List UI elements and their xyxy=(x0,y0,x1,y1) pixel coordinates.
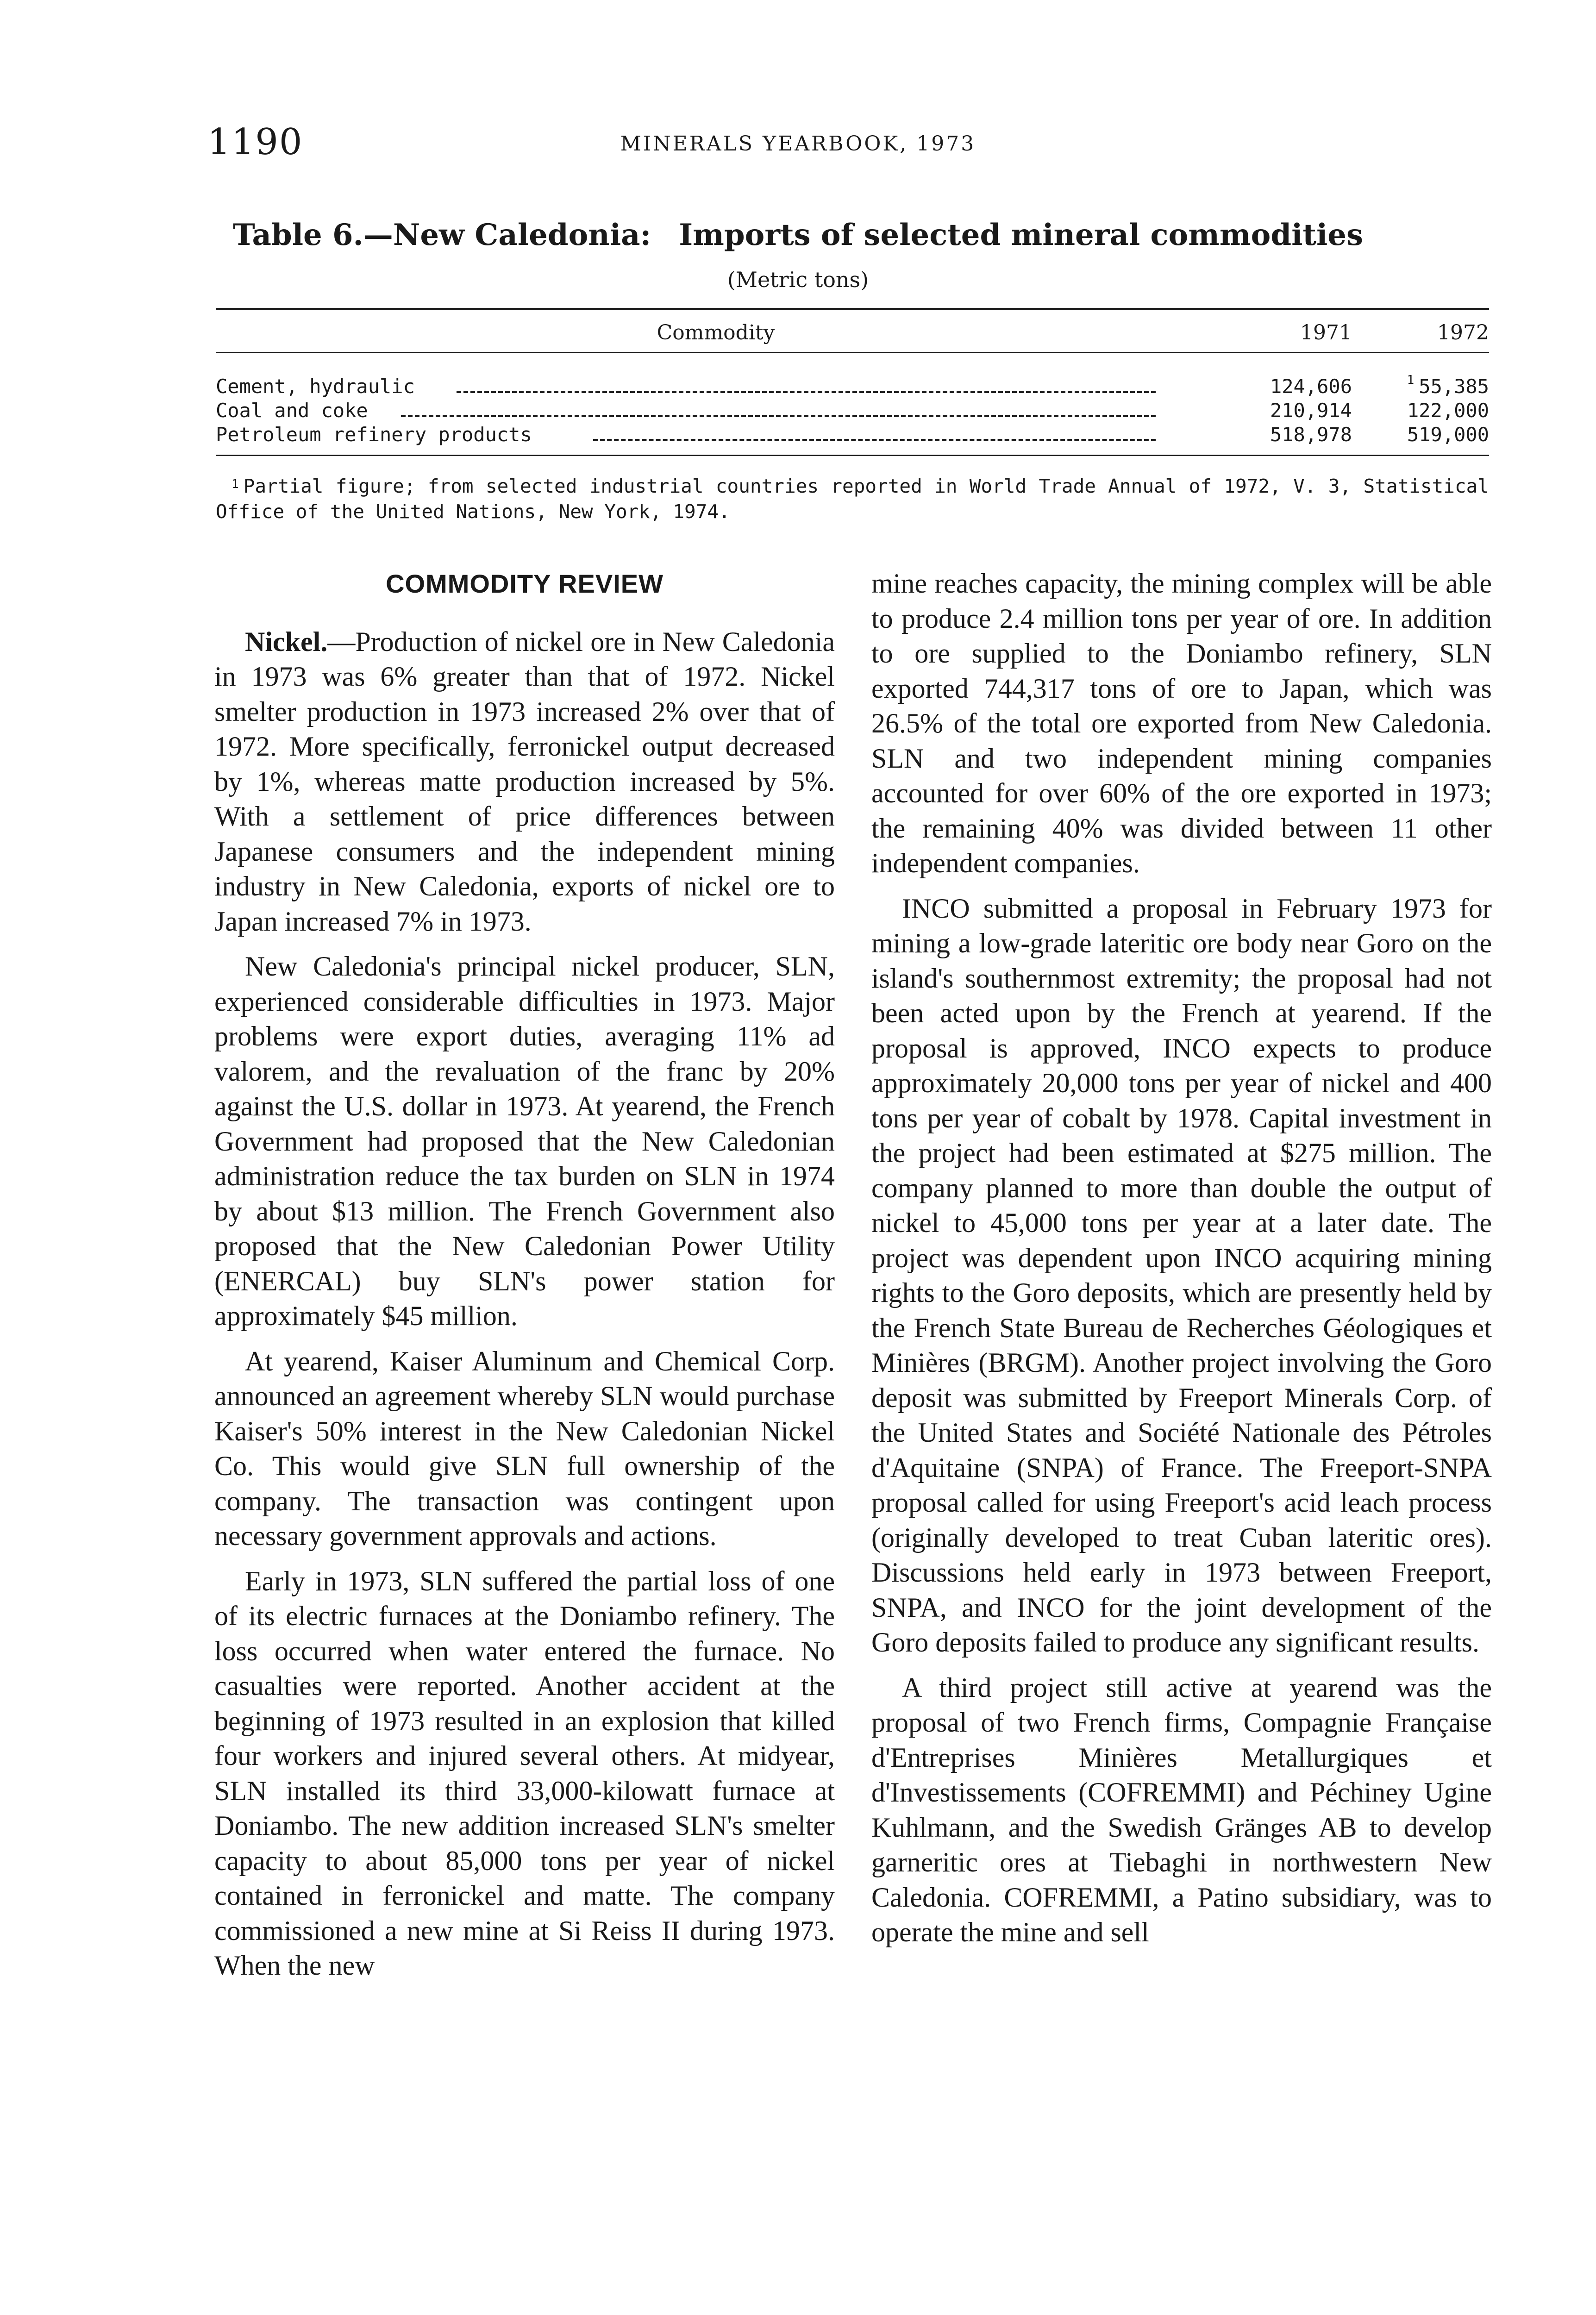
table-header-rule xyxy=(216,352,1489,353)
paragraph: At yearend, Kaiser Aluminum and Chemical Corp. announced an agreement whereby SLN would purchase Kaiser's 50% interest in the New Caledonian Nickel Co. This would give SLN full ownership of the company. The transaction was contingent upon necessary government approvals and actions. xyxy=(214,1345,835,1551)
commodity-name: Petroleum refinery products xyxy=(216,423,532,446)
table-title xyxy=(0,218,1596,252)
page-number: 1190 xyxy=(207,121,303,163)
value-1971: 210,914 xyxy=(1270,399,1352,422)
table-row xyxy=(216,423,1489,448)
footnote-marker: 1 xyxy=(1407,373,1414,387)
column-header-1972: 1972 xyxy=(1437,321,1489,344)
running-title: MINERALS YEARBOOK, 1973 xyxy=(620,132,976,156)
table-row xyxy=(216,399,1489,424)
value-1972: $^1$ 55,385 xyxy=(1407,373,1489,398)
paragraph: mine reaches capacity, the mining complex will be able to produce 2.4 million tons per year of ore. In addition to ore supplied to the Doniambo refinery, SLN exported 744,317 tons of ore to Japan, which was 26.5% of the total ore exported from New Caledonia. SLN and two independent mining companies accounted for over 60% of the ore exported in 1973; the remaining 40% was divided between 11 other independent companies. xyxy=(871,568,1492,878)
paragraph: A third project still active at yearend was the proposal of two French firms, Compagnie Française d'Entreprises Minières Metallurgiques et d'Investissements (COFREMMI) and Péchiney Ugine Kuhlmann, and the Swedish Gränges AB to develop garneritic ores at Tiebaghi in northwestern New Caledonia. COFREMMI, a Patino subsidiary, was to operate the mine and sell xyxy=(871,1672,1492,1947)
table-footnote: $^1$ Partial figure; from selected industrial countries reported in World Trade Annual of 1972, V. 3, Statistical Office of the United Nations, New York, 1974. xyxy=(216,475,1489,523)
run-in-heading: Nickel. xyxy=(245,626,328,657)
dot-leader xyxy=(401,415,1156,417)
table-top-rule xyxy=(216,308,1489,310)
column-header-1971: 1971 xyxy=(1300,321,1352,344)
commodity-name: Cement, hydraulic xyxy=(216,375,415,398)
table-row xyxy=(216,375,1489,400)
column-header-commodity: Commodity xyxy=(657,321,775,344)
value-1972: 122,000 xyxy=(1407,399,1489,422)
paragraph: Nickel.—Production of nickel ore in New Caledonia in 1973 was 6% greater than that of 1972. Nickel smelter production in 1973 increased 2% over that of 1972. More specifically, ferronickel output decreased by 1%, whereas matte production increased by 5%. With a settlement of price differences between Japanese consumers and the independent mining industry in New Caledonia, exports of nickel ore to Japan increased 7% in 1973. xyxy=(214,626,835,937)
paragraph: New Caledonia's principal nickel producer, SLN, experienced considerable difficulties in 1973. Major problems were export duties, averaging 11% ad valorem, and the revaluation of the franc by 20% against the U.S. dollar in 1973. At yearend, the French Government had proposed that the New Caledonian administration reduce the tax burden on SLN in 1974 by about $13 million. The French Government also proposed that the New Caledonian Power Utility (ENERCAL) buy SLN's power station for approximately $45 million. xyxy=(214,951,835,1331)
table-title-caption: Imports of selected mineral commodities xyxy=(679,218,1364,252)
section-heading: COMMODITY REVIEW xyxy=(386,569,663,598)
dot-leader xyxy=(593,439,1156,441)
value-1971: 518,978 xyxy=(1270,423,1352,446)
paragraph: INCO submitted a proposal in February 1973 for mining a low-grade lateritic ore body near Goro on the island's southernmost extremity; the proposal had not been acted upon by the French at yearend. If the proposal is approved, INCO expects to produce approximately 20,000 tons per year of nickel and 400 tons per year of cobalt by 1978. Capital investment in the project had been estimated at $275 million. The company planned to more than double the output of nickel to 45,000 tons per year at a later date. The project was dependent upon INCO acquiring mining rights to the Goro deposits, which are presently held by the French State Bureau de Recherches Géologiques et Minières (BRGM). Another project involving the Goro deposit was submitted by Freeport Minerals Corp. of the United States and Société Nationale des Pétroles d'Aquitaine (SNPA) of France. The Freeport-SNPA proposal called for using Freeport's acid leach process (originally developed to treat Cuban lateritic ores). Discussions held early in 1973 between Freeport, SNPA, and INCO for the joint development of the Goro deposits failed to produce any significant results. xyxy=(871,893,1492,1658)
table-title-label: Table 6.—New Caledonia: xyxy=(232,218,651,252)
value-1972: 519,000 xyxy=(1407,423,1489,446)
value-1971: 124,606 xyxy=(1270,375,1352,398)
commodity-name: Coal and coke xyxy=(216,399,368,422)
paragraph: Early in 1973, SLN suffered the partial loss of one of its electric furnaces at the Doniambo refinery. The loss occurred when water entered the furnace. No casualties were reported. Another accident at the beginning of 1973 resulted in an explosion that killed four workers and injured several others. At midyear, SLN installed its third 33,000-kilowatt furnace at Doniambo. The new addition increased SLN's smelter capacity to about 85,000 tons per year of nickel contained in ferronickel and matte. The company commissioned a new mine at Si Reiss II during 1973. When the new xyxy=(214,1565,835,1981)
right-column xyxy=(871,566,1492,1950)
footnote-marker: 1 xyxy=(232,477,239,491)
left-column xyxy=(214,563,835,1983)
table-subtitle: (Metric tons) xyxy=(727,267,869,292)
table-bottom-rule xyxy=(216,455,1489,456)
dot-leader xyxy=(457,391,1156,393)
